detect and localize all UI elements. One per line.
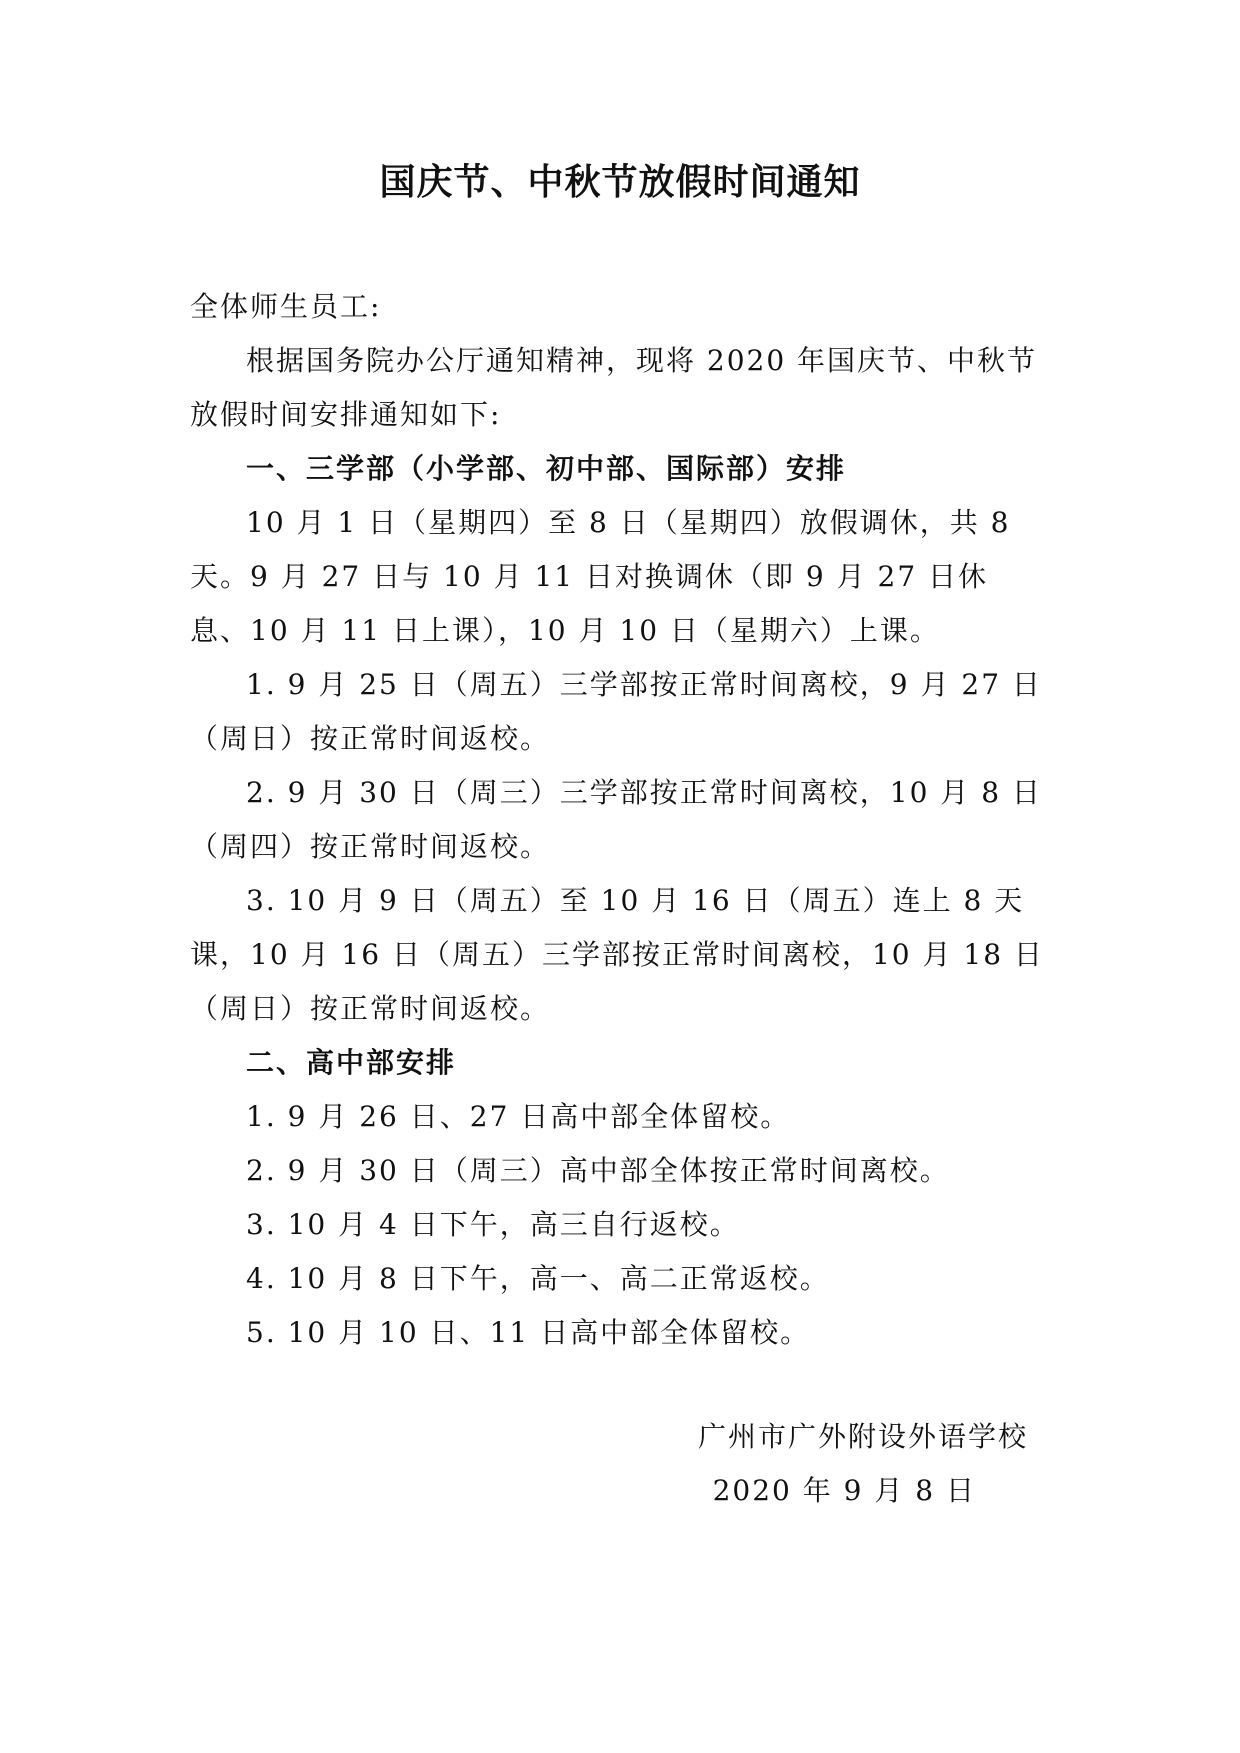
section2-item-5: 5. 10 月 10 日、11 日高中部全体留校。 [246, 1316, 811, 1349]
section2-item-3: 3. 10 月 4 日下午，高三自行返校。 [246, 1208, 740, 1241]
section1-item-3: 3. 10 月 9 日（周五）至 10 月 16 日（周五）连上 8 天课，10 月 16 日（周五）三学部按正常时间离校，10 月 18 日（周日）按正常时间返校。 [190, 884, 1044, 1025]
document-body [190, 280, 1045, 1360]
signature-block [698, 1410, 1028, 1518]
section-heading-1: 一、三学部（小学部、初中部、国际部）安排 [246, 452, 847, 485]
section1-item-1: 1. 9 月 25 日（周五）三学部按正常时间离校，9 月 27 日（周日）按正常时间返校。 [190, 668, 1042, 755]
document-title: 国庆节、中秋节放假时间通知 [379, 161, 861, 203]
section2-item-1: 1. 9 月 26 日、27 日高中部全体留校。 [246, 1100, 791, 1133]
signature-org: 广州市广外附设外语学校 [697, 1420, 1028, 1453]
section2-item-4: 4. 10 月 8 日下午，高一、高二正常返校。 [246, 1262, 830, 1295]
section2-item-2: 2. 9 月 30 日（周三）高中部全体按正常时间离校。 [246, 1154, 950, 1187]
signature-date: 2020 年 9 月 8 日 [712, 1474, 976, 1507]
section1-summary: 10 月 1 日（星期四）至 8 日（星期四）放假调休，共 8 天。9 月 27 日与 10 月 11 日对换调休（即 9 月 27 日休息、10 月 11 日上课），10 月 10 日（星期六）上课。 [190, 506, 1011, 647]
section-heading-2: 二、高中部安排 [246, 1046, 457, 1079]
intro-paragraph: 根据国务院办公厅通知精神，现将 2020 年国庆节、中秋节放假时间安排通知如下: [190, 344, 1038, 431]
section1-item-2: 2. 9 月 30 日（周三）三学部按正常时间离校，10 月 8 日（周四）按正常时间返校。 [190, 776, 1042, 863]
salutation: 全体师生员工: [190, 290, 382, 323]
